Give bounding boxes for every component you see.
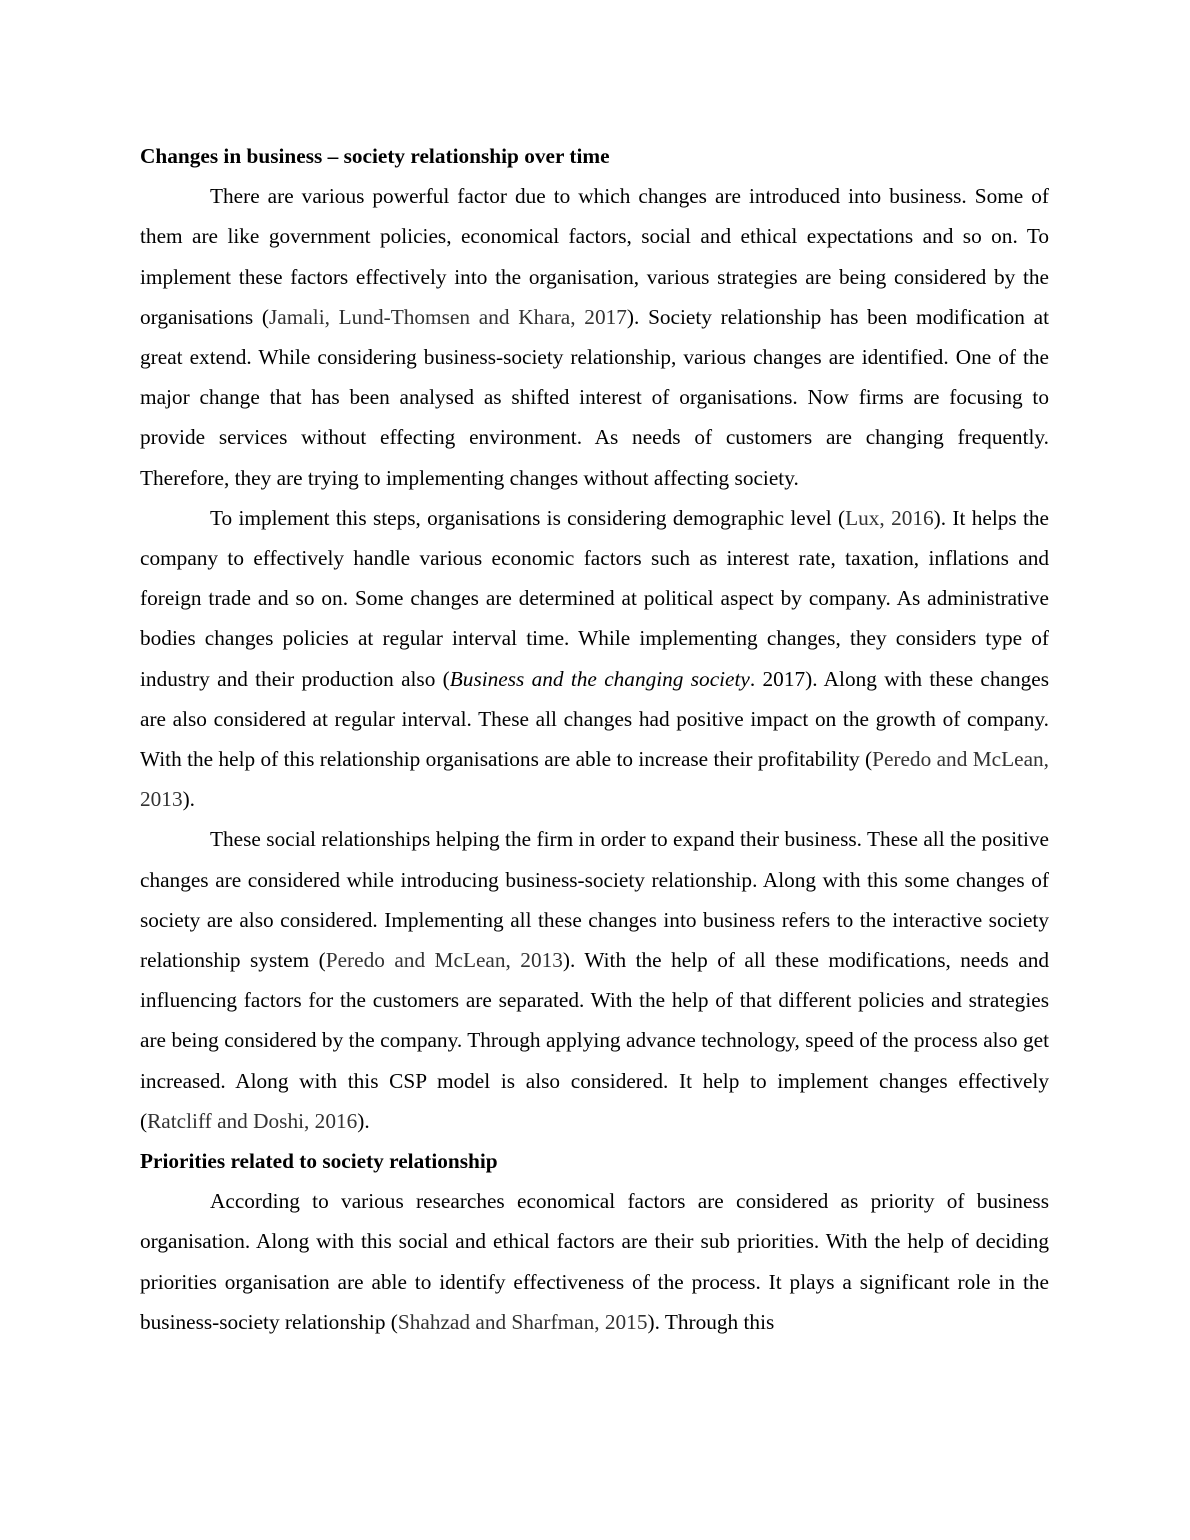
paragraph-2 <box>140 498 1049 820</box>
citation-ratcliff-2016: Ratcliff and Doshi, 2016 <box>147 1108 358 1133</box>
paragraph-3-text-2: ). With the help of all these modifications, needs and influencing factors for the customers are separated. With the help of that different policies and strategies are being considered by the company. Through applying advance technology, speed of the process also get increased. Along with this CSP model is also considered. It help to implement changes effectively ( <box>140 948 1049 1133</box>
paragraph-2-text-1: To implement this steps, organisations is considering demographic level ( <box>210 505 846 530</box>
citation-jamali-2017: Jamali, Lund-Thomsen and Khara, 2017 <box>269 304 627 329</box>
paragraph-2-text-2: ). It helps the company to effectively handle various economic factors such as interest rate, taxation, inflations and foreign trade and so on. Some changes are determined at political aspect by company. As administrative bodies changes policies at regular interval time. While implementing changes, they considers type of industry and their production also ( <box>140 505 1049 691</box>
paragraph-2-text-3: . 2017). Along with these changes are also considered at regular interval. These all changes had positive impact on the growth of company. With the help of this relationship organisations are able to increase their profitability ( <box>140 666 1050 772</box>
paragraph-2-text-4: ). <box>182 787 196 812</box>
paragraph-4-text-1: According to various researches economical factors are considered as priority of business organisation. Along with this social and ethical factors are their sub priorities. With the help of deciding priorities organisation are able to identify effectiveness of the process. It plays a significant role in the business-society relationship ( <box>140 1189 1049 1334</box>
paragraph-1-text-1: There are various powerful factor due to which changes are introduced into business. Some of them are like government policies, economical factors, social and ethical expectations and so on. To implement these factors effectively into the organisation, various strategies are being considered by the organisations ( <box>140 184 1049 329</box>
paragraph-1 <box>140 176 1049 498</box>
paragraph-4 <box>140 1181 1049 1342</box>
citation-lux-2016: Lux, 2016 <box>845 505 934 530</box>
citation-business-changing-society: Business and the changing society <box>449 666 750 691</box>
paragraph-4-text-2: ). Through this <box>647 1309 775 1334</box>
paragraph-3-text-1: These social relationships helping the firm in order to expand their business. These all the positive changes are considered while introducing business-society relationship. Along with this some changes of society are also considered. Implementing all these changes into business refers to the interactive society relationship system ( <box>140 827 1049 973</box>
citation-shahzad-2015: Shahzad and Sharfman, 2015 <box>397 1309 648 1334</box>
paragraph-3 <box>140 819 1049 1141</box>
citation-peredo-2013: Peredo and McLean, 2013 <box>140 747 1049 812</box>
section-heading-changes: Changes in business – society relationship over time <box>140 144 610 168</box>
document-page <box>140 136 1049 1342</box>
paragraph-1-text-2: ). Society relationship has been modification at great extend. While considering business-society relationship, various changes are identified. One of the major change that has been analysed as shifted interest of organisations. Now firms are focusing to provide services without effecting environment. As needs of customers are changing frequently. Therefore, they are trying to implementing changes without affecting society. <box>140 304 1049 490</box>
section-heading-priorities: Priorities related to society relationship <box>140 1149 498 1174</box>
citation-peredo-2013-b: Peredo and McLean, 2013 <box>325 948 563 973</box>
paragraph-3-text-3: ). <box>357 1108 370 1133</box>
